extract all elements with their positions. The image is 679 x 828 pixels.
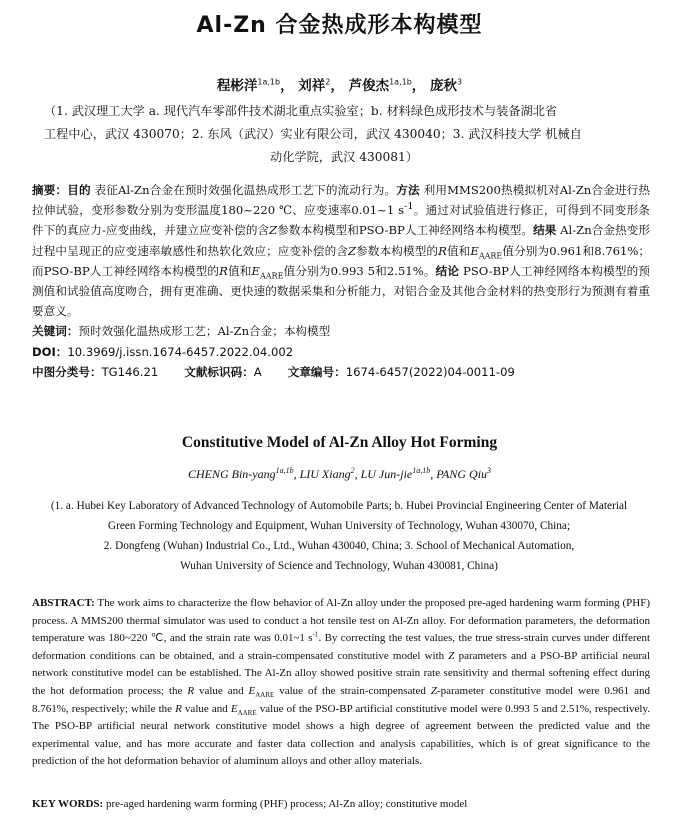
chinese-keywords: [32, 321, 650, 341]
english-title: Constitutive Model of Al-Zn Alloy Hot Forming: [181, 434, 498, 451]
author-name: 程彬洋: [216, 78, 258, 94]
e-subscript: AARE: [237, 708, 257, 717]
author-name: 芦俊杰: [348, 78, 390, 94]
author-name: 庞秋: [430, 78, 457, 94]
objective-label: 目的: [67, 183, 91, 197]
abstract-text: . By correcting the test values, the true stress-strain curves under different deformation conditions can be obtained, and a strain-compensated constitutive model with: [32, 632, 650, 662]
method-text: 。通过对试验值进行修正，可得到不同变形条件下的真应力-应变曲线，并建立应变补偿的含: [32, 203, 650, 238]
abstract-text: value and: [181, 702, 231, 715]
affiliation-line: Wuhan University of Science and Technology, Wuhan 430081, China): [180, 560, 498, 572]
affiliation-line: 动化学院，武汉 430081）: [270, 150, 418, 164]
method-text: 参数本构模型和PSO-BP人工神经网络本构模型。: [277, 223, 534, 238]
author-affil: 2: [350, 466, 355, 475]
author-affil: 3: [487, 466, 492, 475]
doi-value: 10.3969/j.issn.1674-6457.2022.04.002: [67, 344, 294, 359]
e-subscript: AARE: [255, 691, 275, 700]
z-symbol: Z: [430, 684, 437, 697]
author-sep: ，: [280, 78, 294, 94]
author-affil: 1a,1b: [412, 466, 431, 475]
result-text: 值和: [227, 263, 252, 278]
author-affil: 1a,1b: [275, 466, 294, 475]
method-text: 利用MMS200热模拟机对Al-Zn合金进行热拉伸试验，变形参数分别为变形温度180~220 ℃、应变速率0.01~1 s: [32, 183, 650, 218]
author-name: 刘祥: [298, 78, 326, 94]
e-subscript: AARE: [259, 271, 284, 281]
chinese-abstract: [32, 180, 650, 382]
english-affiliations: [36, 496, 642, 576]
keywords-text: pre-aged hardening warm forming (PHF) process; Al-Zn alloy; constitutive model: [103, 798, 468, 810]
author-sep: ,: [293, 467, 300, 481]
english-keywords: [32, 798, 650, 810]
abstract-text: The work aims to characterize the flow behavior of Al-Zn alloy under the proposed pre-aged hardening warm forming (PHF) process. A MMS200 thermal simulator was used to conduct a hot tensile test on Al-Zn alloy. For deformation parameters, the deformation temperature was 180~220 ℃, and the strain rate was 0.01~1 s: [32, 597, 650, 645]
article-number-label: 文章编号：: [287, 364, 346, 379]
unit-exponent: -1: [404, 201, 414, 213]
keywords-label: 关键词：: [32, 324, 79, 339]
doi-line: [32, 342, 650, 362]
affiliation-line: Green Forming Technology and Equipment, Wuhan University of Technology, Wuhan 430070, China;: [107, 520, 571, 532]
r-symbol: R: [219, 263, 228, 278]
result-text: Al-Zn合金热变形过程中呈现正的应变速率敏感性和热软化效应；应变补偿的含: [32, 223, 650, 258]
r-symbol: R: [438, 243, 447, 258]
abstract-text: value of the strain-compensated: [274, 684, 431, 697]
e-subscript: AARE: [478, 250, 503, 260]
result-text: 值和: [446, 243, 471, 258]
keywords-label: KEY WORDS:: [32, 798, 104, 810]
abstract-text: value and: [194, 684, 249, 697]
author-affil: 1a,1b: [389, 77, 412, 87]
author-affil: 2: [325, 77, 331, 87]
affiliation-line: 2. Dongfeng (Wuhan) Industrial Co., Ltd., Wuhan 430040, China; 3. School of Mechanical Automation,: [103, 540, 575, 552]
conclusion-label: 结论: [435, 263, 460, 278]
affiliation-line: 工程中心，武汉 430070；2. 东风（武汉）实业有限公司，武汉 430040；3. 武汉科技大学 机械自: [44, 127, 582, 141]
author-sep: ,: [430, 467, 437, 481]
conclusion-text: PSO-BP人工神经网络本构模型的预测值和试验值高度吻合，拥有更准确、更快速的数据采集和分析能力，对铝合金及其他合金材料的热变形行为预测有着重要意义。: [32, 263, 650, 319]
objective-text: 表征Al-Zn合金在预时效强化温热成形工艺下的流动行为。: [94, 183, 397, 197]
result-label: 结果: [533, 223, 557, 238]
author-sep: ，: [330, 78, 344, 94]
method-label: 方法: [396, 183, 420, 197]
chinese-authors: [0, 74, 679, 94]
z-symbol: Z: [448, 649, 455, 662]
author-affil: 1a,1b: [257, 77, 281, 87]
e-symbol: E: [251, 263, 260, 278]
result-text: 值分别为0.961和8.761%；而PSO-BP人工神经网络本构模型的: [32, 243, 650, 278]
author-sep: ,: [354, 467, 361, 481]
r-symbol: R: [175, 702, 182, 715]
r-symbol: R: [187, 684, 195, 697]
author-sep: ，: [411, 78, 426, 94]
chinese-affiliations: [44, 100, 644, 169]
result-text: 参数本构模型的: [356, 243, 439, 258]
english-authors: [0, 467, 679, 482]
english-abstract: [32, 595, 650, 771]
clc-label: 中图分类号：: [32, 364, 102, 379]
keywords-text: 预时效强化温热成形工艺；Al-Zn合金；本构模型: [78, 324, 331, 339]
abstract-label: ABSTRACT:: [32, 597, 95, 609]
result-text: 值分别为0.993 5和2.51%。: [283, 263, 436, 278]
author-name: LU Jun-jie: [360, 467, 413, 481]
e-symbol: E: [470, 243, 479, 258]
unit-exponent: -1: [312, 630, 319, 639]
author-affil: 3: [457, 77, 463, 87]
classification-line: [32, 362, 650, 382]
abstract-label: 摘要：: [32, 183, 68, 197]
author-name: CHENG Bin-yang: [187, 467, 276, 481]
article-number-value: 1674-6457(2022)04-0011-09: [345, 364, 515, 379]
doc-code-label: 文献标识码：: [184, 364, 254, 379]
affiliation-line: （1. 武汉理工大学 a. 现代汽车零部件技术湖北重点实验室；b. 材料绿色成形技术与装备湖北省: [44, 104, 558, 118]
abstract-text: value of the PSO-BP artificial constitutive model were 0.993 5 and 2.51%, respectively. The PSO-BP artificial neural network constitutive model shows a high degree of agreement between the predicted value and the experimental value, and has more accurate and faster data collection and analysis capabilities, which is of great significance to the prediction of the hot deformation behavior of aluminum alloys and other alloy materials.: [32, 702, 651, 768]
e-symbol: E: [248, 684, 256, 697]
abstract-text: -parameter constitutive model were 0.961 and 8.761%, respectively; while the: [32, 684, 650, 715]
z-symbol: Z: [348, 243, 357, 258]
author-name: PANG Qiu: [436, 467, 488, 481]
abstract-text: parameters and a PSO-BP artificial neural network constitutive model can be established. The Al-Zn alloy showed positive strain rate sensitivity and thermal softening effect during the hot deformation process; the: [32, 649, 651, 697]
z-symbol: Z: [269, 223, 278, 238]
affiliation-line: (1. a. Hubei Key Laboratory of Advanced Technology of Automobile Parts; b. Hubei Provincial Engineering Center of Material: [50, 500, 628, 512]
chinese-title: Al-Zn 合金热成形本构模型: [196, 13, 483, 38]
doc-code-value: A: [253, 364, 262, 379]
e-symbol: E: [230, 702, 238, 715]
author-name: LIU Xiang: [299, 467, 351, 481]
doi-label: DOI：: [32, 344, 68, 359]
clc-value: TG146.21: [101, 364, 159, 379]
